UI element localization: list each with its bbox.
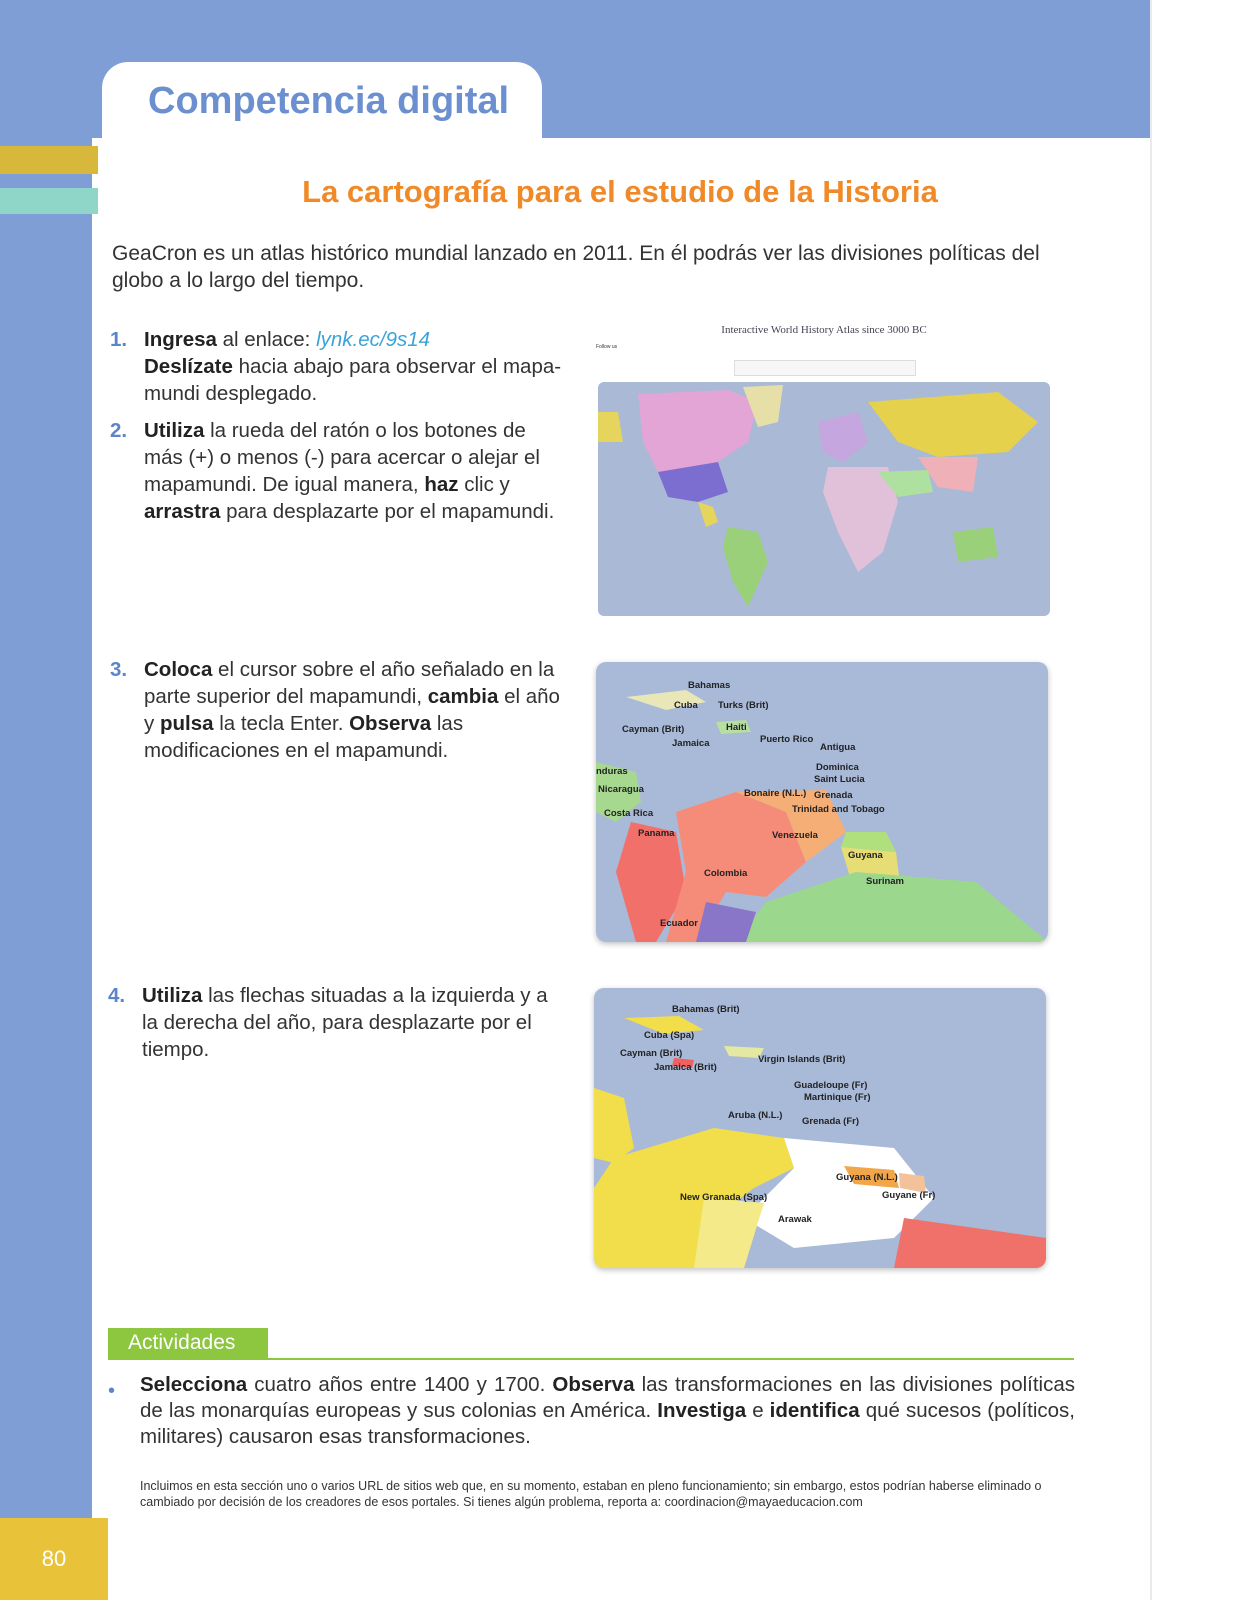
page-number: 80 [41, 1546, 67, 1571]
activity-text: Selecciona cuatro años entre 1400 y 1700. Observa las transformaciones en las divisiones políticas de las monarquías europeas y sus colonias en América. Investiga e identifica qué sucesos (políticos, militares) causaron esas transformaciones. [140, 1373, 1075, 1448]
activities-divider [108, 1358, 1074, 1360]
page-heading: La cartografía para el estudio de la Historia [302, 174, 938, 209]
caribbean-map-present: Bahamas Cuba Turks (Brit) Cayman (Brit) Haiti Jamaica Puerto Rico Antigua Dominica Saint Lucia nduras Nicaragua Bonaire (N.L.) Grenada Costa Rica Trinidad and Tobago Panama Venezuela Guyana Colombia Surinam Ecuador [596, 662, 1048, 942]
decorative-stripe-teal [0, 188, 98, 214]
page-edge [1150, 0, 1152, 1600]
step-1: 1. Ingresa al enlace: lynk.ec/9s14 Deslízate hacia abajo para observar el mapa-mundi desplegado. [110, 328, 562, 405]
atlas-link[interactable]: lynk.ec/9s14 [316, 328, 431, 351]
atlas-title: Interactive World History Atlas since 3000 BC [721, 324, 927, 336]
caribbean-map-shapes [596, 662, 1048, 942]
follow-us-text: Follow us [596, 344, 618, 350]
step-2: 2. Utiliza la rueda del ratón o los botones de más (+) o menos (-) para acercar o alejar el mapamundi. De igual manera, haz clic y arrastra para desplazarte por el mapamundi. [110, 419, 555, 523]
left-margin-band [0, 138, 92, 1518]
step-number: 1. [110, 328, 128, 351]
step-4: 4. Utiliza las flechas situadas a la izquierda y a la derecha del año, para desplazarte por el tiempo. [108, 984, 548, 1061]
world-map[interactable] [598, 382, 1050, 616]
intro-paragraph: GeaCron es un atlas histórico mundial lanzado en 2011. En él podrás ver las divisiones políticas del globo a lo largo del tiempo. [112, 242, 1040, 292]
activities-tab: Actividades [108, 1328, 268, 1358]
atlas-toolbar[interactable] [734, 360, 916, 376]
footnote: Incluimos en esta sección uno o varios URL de sitios web que, en su momento, estaban en pleno funcionamiento; sin embargo, estos podrían haberse eliminado o cambiado por decisión de los creadores de esos portales. Si tienes algún problema, reporta a: coordinacion@mayaeducacion.com [140, 1479, 1042, 1509]
section-title: Competencia digital [148, 80, 510, 122]
bullet-icon: • [108, 1380, 116, 1402]
caribbean-map-colonial: Bahamas (Brit) Cuba (Spa) Cayman (Brit) Jamaica (Brit) Virgin Islands (Brit) Guadeloupe (Fr) Martinique (Fr) Aruba (N.L.) Grenada (Fr) Guyana (N.L.) Guyane (Fr) New Granada (Spa) Arawak [594, 988, 1046, 1268]
step-3: 3. Coloca el cursor sobre el año señalado en la parte superior del mapamundi, cambia el año y pulsa la tecla Enter. Observa las modificaciones en el mapamundi. [110, 658, 560, 762]
decorative-stripe-yellow [0, 146, 98, 174]
atlas-screenshot [594, 318, 1054, 620]
